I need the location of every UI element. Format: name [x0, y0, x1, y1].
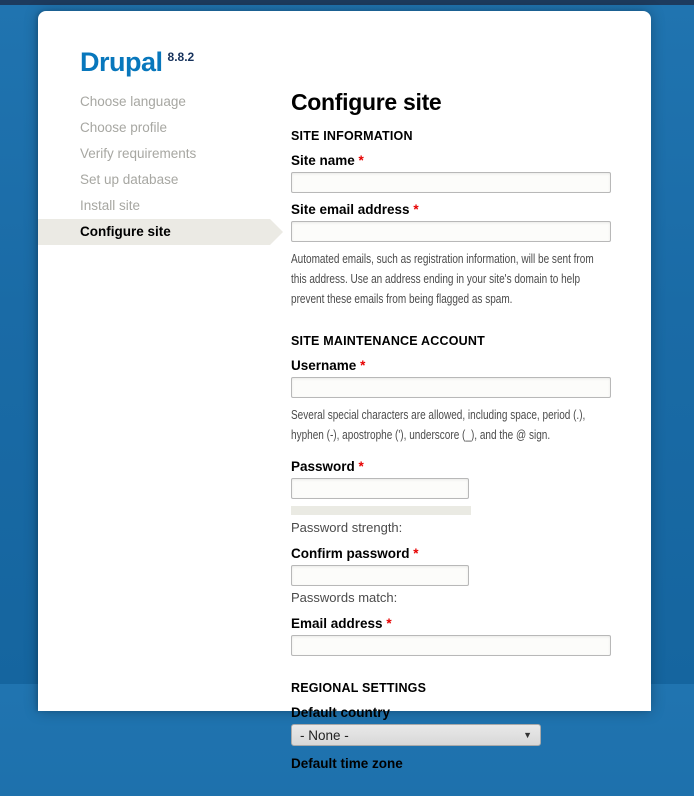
password-input[interactable] [291, 478, 469, 499]
confirm-password-label: Confirm password * [291, 546, 419, 561]
passwords-match-text: Passwords match: [291, 590, 398, 605]
required-marker: * [413, 202, 419, 217]
step-install-site: Install site [80, 198, 141, 213]
site-name-label: Site name * [291, 153, 364, 168]
required-marker: * [358, 153, 364, 168]
required-marker: * [358, 459, 364, 474]
card-header [38, 11, 651, 77]
username-label: Username * [291, 358, 366, 373]
password-strength-text: Password strength: [291, 520, 403, 535]
email-address-field [291, 616, 611, 656]
step-configure-site-active: Configure site [38, 219, 270, 245]
install-steps-list [38, 89, 291, 245]
section-site-information [291, 129, 611, 309]
site-email-label: Site email address * [291, 202, 419, 217]
default-timezone-field [291, 756, 611, 771]
site-email-input[interactable] [291, 221, 611, 242]
site-name-input[interactable] [291, 172, 611, 193]
email-address-input[interactable] [291, 635, 611, 656]
username-input[interactable] [291, 377, 611, 398]
confirm-password-input[interactable] [291, 565, 469, 586]
password-label: Password * [291, 459, 364, 474]
main-content [291, 77, 611, 796]
confirm-password-field [291, 546, 611, 605]
maintenance-account-title: SITE MAINTENANCE ACCOUNT [291, 334, 485, 348]
password-strength-bar [291, 506, 471, 515]
required-marker: * [413, 546, 419, 561]
default-country-field [291, 705, 611, 746]
top-navy-bar [0, 0, 694, 5]
chevron-down-icon: ▼ [523, 730, 532, 740]
password-field [291, 459, 611, 535]
site-email-field [291, 202, 611, 309]
step-verify-requirements: Verify requirements [80, 146, 197, 161]
drupal-version: 8.8.2 [167, 50, 195, 64]
section-maintenance-account [291, 334, 611, 656]
regional-settings-title: REGIONAL SETTINGS [291, 681, 427, 695]
default-country-label: Default country [291, 705, 391, 720]
site-name-field [291, 153, 611, 193]
default-country-select[interactable] [291, 724, 541, 746]
username-description: Several special characters are allowed, including space, period (.), hyphen (-), apostrophe ('), underscore (_), and the @ sign. [291, 407, 586, 442]
site-information-title: SITE INFORMATION [291, 129, 413, 143]
drupal-logo: Drupal [80, 47, 163, 77]
username-field [291, 358, 611, 445]
required-marker: * [386, 616, 392, 631]
install-card [38, 11, 651, 771]
step-choose-language: Choose language [80, 94, 186, 109]
default-country-selected-value: - None - [300, 727, 349, 743]
section-regional-settings [291, 681, 611, 771]
email-address-label: Email address * [291, 616, 392, 631]
step-choose-profile: Choose profile [80, 120, 168, 135]
default-timezone-label: Default time zone [291, 756, 403, 771]
required-marker: * [360, 358, 366, 373]
step-set-up-database: Set up database [80, 172, 179, 187]
site-email-description: Automated emails, such as registration information, will be sent from this address. Use an address ending in your site's domain to help prevent these emails from being flagged as spam. [291, 251, 594, 306]
page-title: Configure site [291, 89, 442, 115]
card-body [38, 77, 651, 796]
